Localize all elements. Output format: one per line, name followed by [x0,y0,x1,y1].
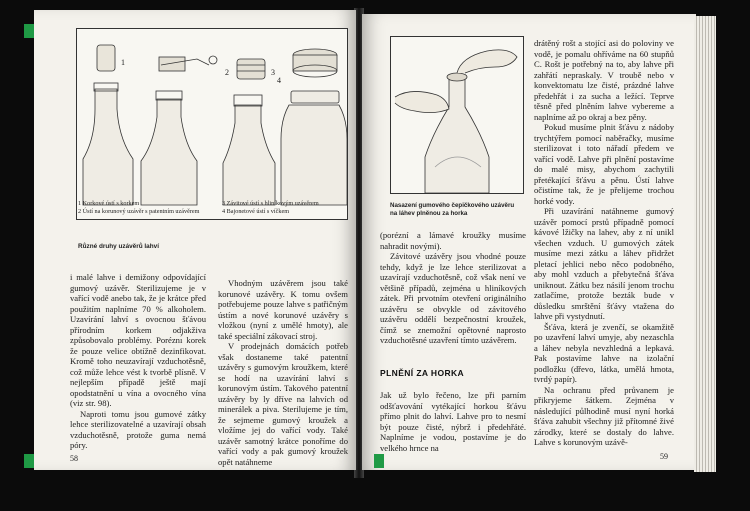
figure-caption: 1 Korkové ústí s korkem [78,200,140,207]
figure-caption: Nasazení gumového čepičkového uzávěru na láhev plněnou za horka [390,202,515,217]
left-page [34,10,356,470]
right-text-column-1b [380,390,526,453]
paragraph: drátěný rošt a stojící asi do poloviny ve vodě, je pomalu ohříváme na 60 stupňů C. Rošt je potřebný na to, aby lahve při zahřátí nepraskaly. V troubě nebo v konvektomatu lze čisté, prázdné lahve předehřát i za sucha a ležící. Teprve těsně před plněním lahve vybereme a naplníme až po okraj a bez pěny. [534,38,674,122]
page-edges [694,16,716,472]
paragraph: V prodejnách domácích potřeb však dostaneme také patentní uzávěry s gumovým kroužkem, které se hodí na uzavírání lahví s korunovým ústím. Takového patentní uzávěry by ly dříve na lahvích od minerálek a piva. Sterilujeme je tím, že sejmeme gumový kroužek a vložíme jej do vařící vody. Také uzávěr samotný krátce ponoříme do vařící vody a pak gumový kroužek opět natáhneme [218,341,348,467]
paragraph: Při uzavírání natáhneme gumový uzávěr pomocí prstů případně pomocí kávové lžičky na lahev, aby z ní unikl všechen vzduch. U gumových zátek musíme mezi zátku a láhev přidržet pletací jehlici nebo něco podobného, aby mohl vzduch a přebytečná šťáva uniknout. Zátku bez násilí jenom trochu zatlačíme, protože bezták bude v důsledku smrštění šťávy vtažena do lahve při vystydnutí. [534,206,674,321]
paragraph: Vhodným uzávěrem jsou také korunové uzávěry. K tomu ovšem potřebujeme pouze lahve s patřičným ústím a nové korunové uzávěry s vložkou (nyní z umělé hmoty), ale také speciální zákovací stroj. [218,278,348,341]
paragraph: (porézní a lámavé kroužky musíme nahradit novými). [380,230,526,251]
cap-fitting-figure [390,36,524,194]
bookmark-tab [24,454,34,468]
bookmark-tab [24,24,34,38]
bottle-closures-illustration [77,29,347,219]
figure-label: 1 [121,58,125,67]
figure-label: 3 [271,68,275,77]
bottle-closures-figure [76,28,348,220]
figure-caption: 3 Závitové ústí s hliníkovým uzávěrem [222,200,319,207]
paragraph: Závitové uzávěry jsou vhodné pouze tehdy, když je lze lehce sterilizovat a uzavírají vzduchotěsně, což však není ve většině případů, zejména u hliníkových zátek. Při prvotním otevření originálního uzávěru se obvykle od závitového uzávěru oddělí bezpečnostní kroužek, čímž se znemožní opětovné naprosto vzduchotěsné uzavření tímto uzávěrem. [380,251,526,345]
paragraph: Jak už bylo řečeno, lze při parním odšťavování vytékající horkou šťávu přímo plnit do lahví. Lahve pro to nesmí být pouze čisté, nýbrž i předehřáté. Naplníme je vodou, postavíme je do velkého hrnce na [380,390,526,453]
figure-label: 4 [277,76,281,85]
bookmark-tab [374,454,384,468]
paragraph: Naproti tomu jsou gumové zátky lehce sterilizovatelné a uzavírají obsah vzduchotěsně, protože guma nemá póry. [70,408,206,450]
figure-caption: 2 Ústí na korunový uzávěr s patentním uzávěrem [78,208,200,215]
hand-fitting-cap-illustration [391,37,523,193]
right-text-column-1 [380,230,526,346]
paragraph: Šťáva, která je zvenčí, se okamžitě po uzavření lahví umyje, aby nezaschla a láhev nebyla nevzhledná a lepkavá. Pak postavíme lahve na izolační podložku (dřevo, látka, umělá hmota, tvrdý papír). [534,321,674,384]
section-heading: PLNĚNÍ ZA HORKA [380,368,465,378]
left-text-column-2 [218,278,348,467]
paragraph: Na ochranu před průvanem je přikryjeme šátkem. Zejména v následující půlhodině musí nyní horká šťáva zahubit všechny již přítomné živé zárodky, které se dostaly do lahve. Lahve s korunovým uzávě- [534,384,674,447]
page-number: 59 [660,452,668,461]
figure-label: 2 [225,68,229,77]
left-text-column-1 [70,272,206,451]
right-page [362,14,696,470]
figure-title: Různé druhy uzávěrů lahví [78,243,159,250]
page-number: 58 [70,454,78,463]
right-text-column-2 [534,38,674,448]
paragraph: Pokud musíme plnit šťávu z nádoby trychtýřem pomocí naběračky, musíme sterilizovat i toto nářadí předem ve vařící vodě. Lahve při plnění postavíme do malé misy, abychom zachytili přetékající šťávu a pěnu. Ústí lahve očistíme tak, že je přelijeme trochou horké vody. [534,122,674,206]
paragraph: i malé lahve i demižony odpovídající gumový uzávěr. Sterilizujeme je v vařící vodě anebo tak, že je krátce před použitím naplníme 70 % alkoholem. Uzavírání lahví s ovocnou šťávou přírodním korkem odjakživa způsobovalo problémy. Poréznı́ korek že pouze velice obtížně dezinfikovat. Kromě toho neuzavírají vzduchotěsně, což může lehce vést k tvorbě plísně. V nejlepším případě ještě mají opodstatnění u vína a ovocného vína (viz str. 98). [70,272,206,408]
figure-caption: 4 Bajonetové ústí s víčkem [222,208,290,215]
